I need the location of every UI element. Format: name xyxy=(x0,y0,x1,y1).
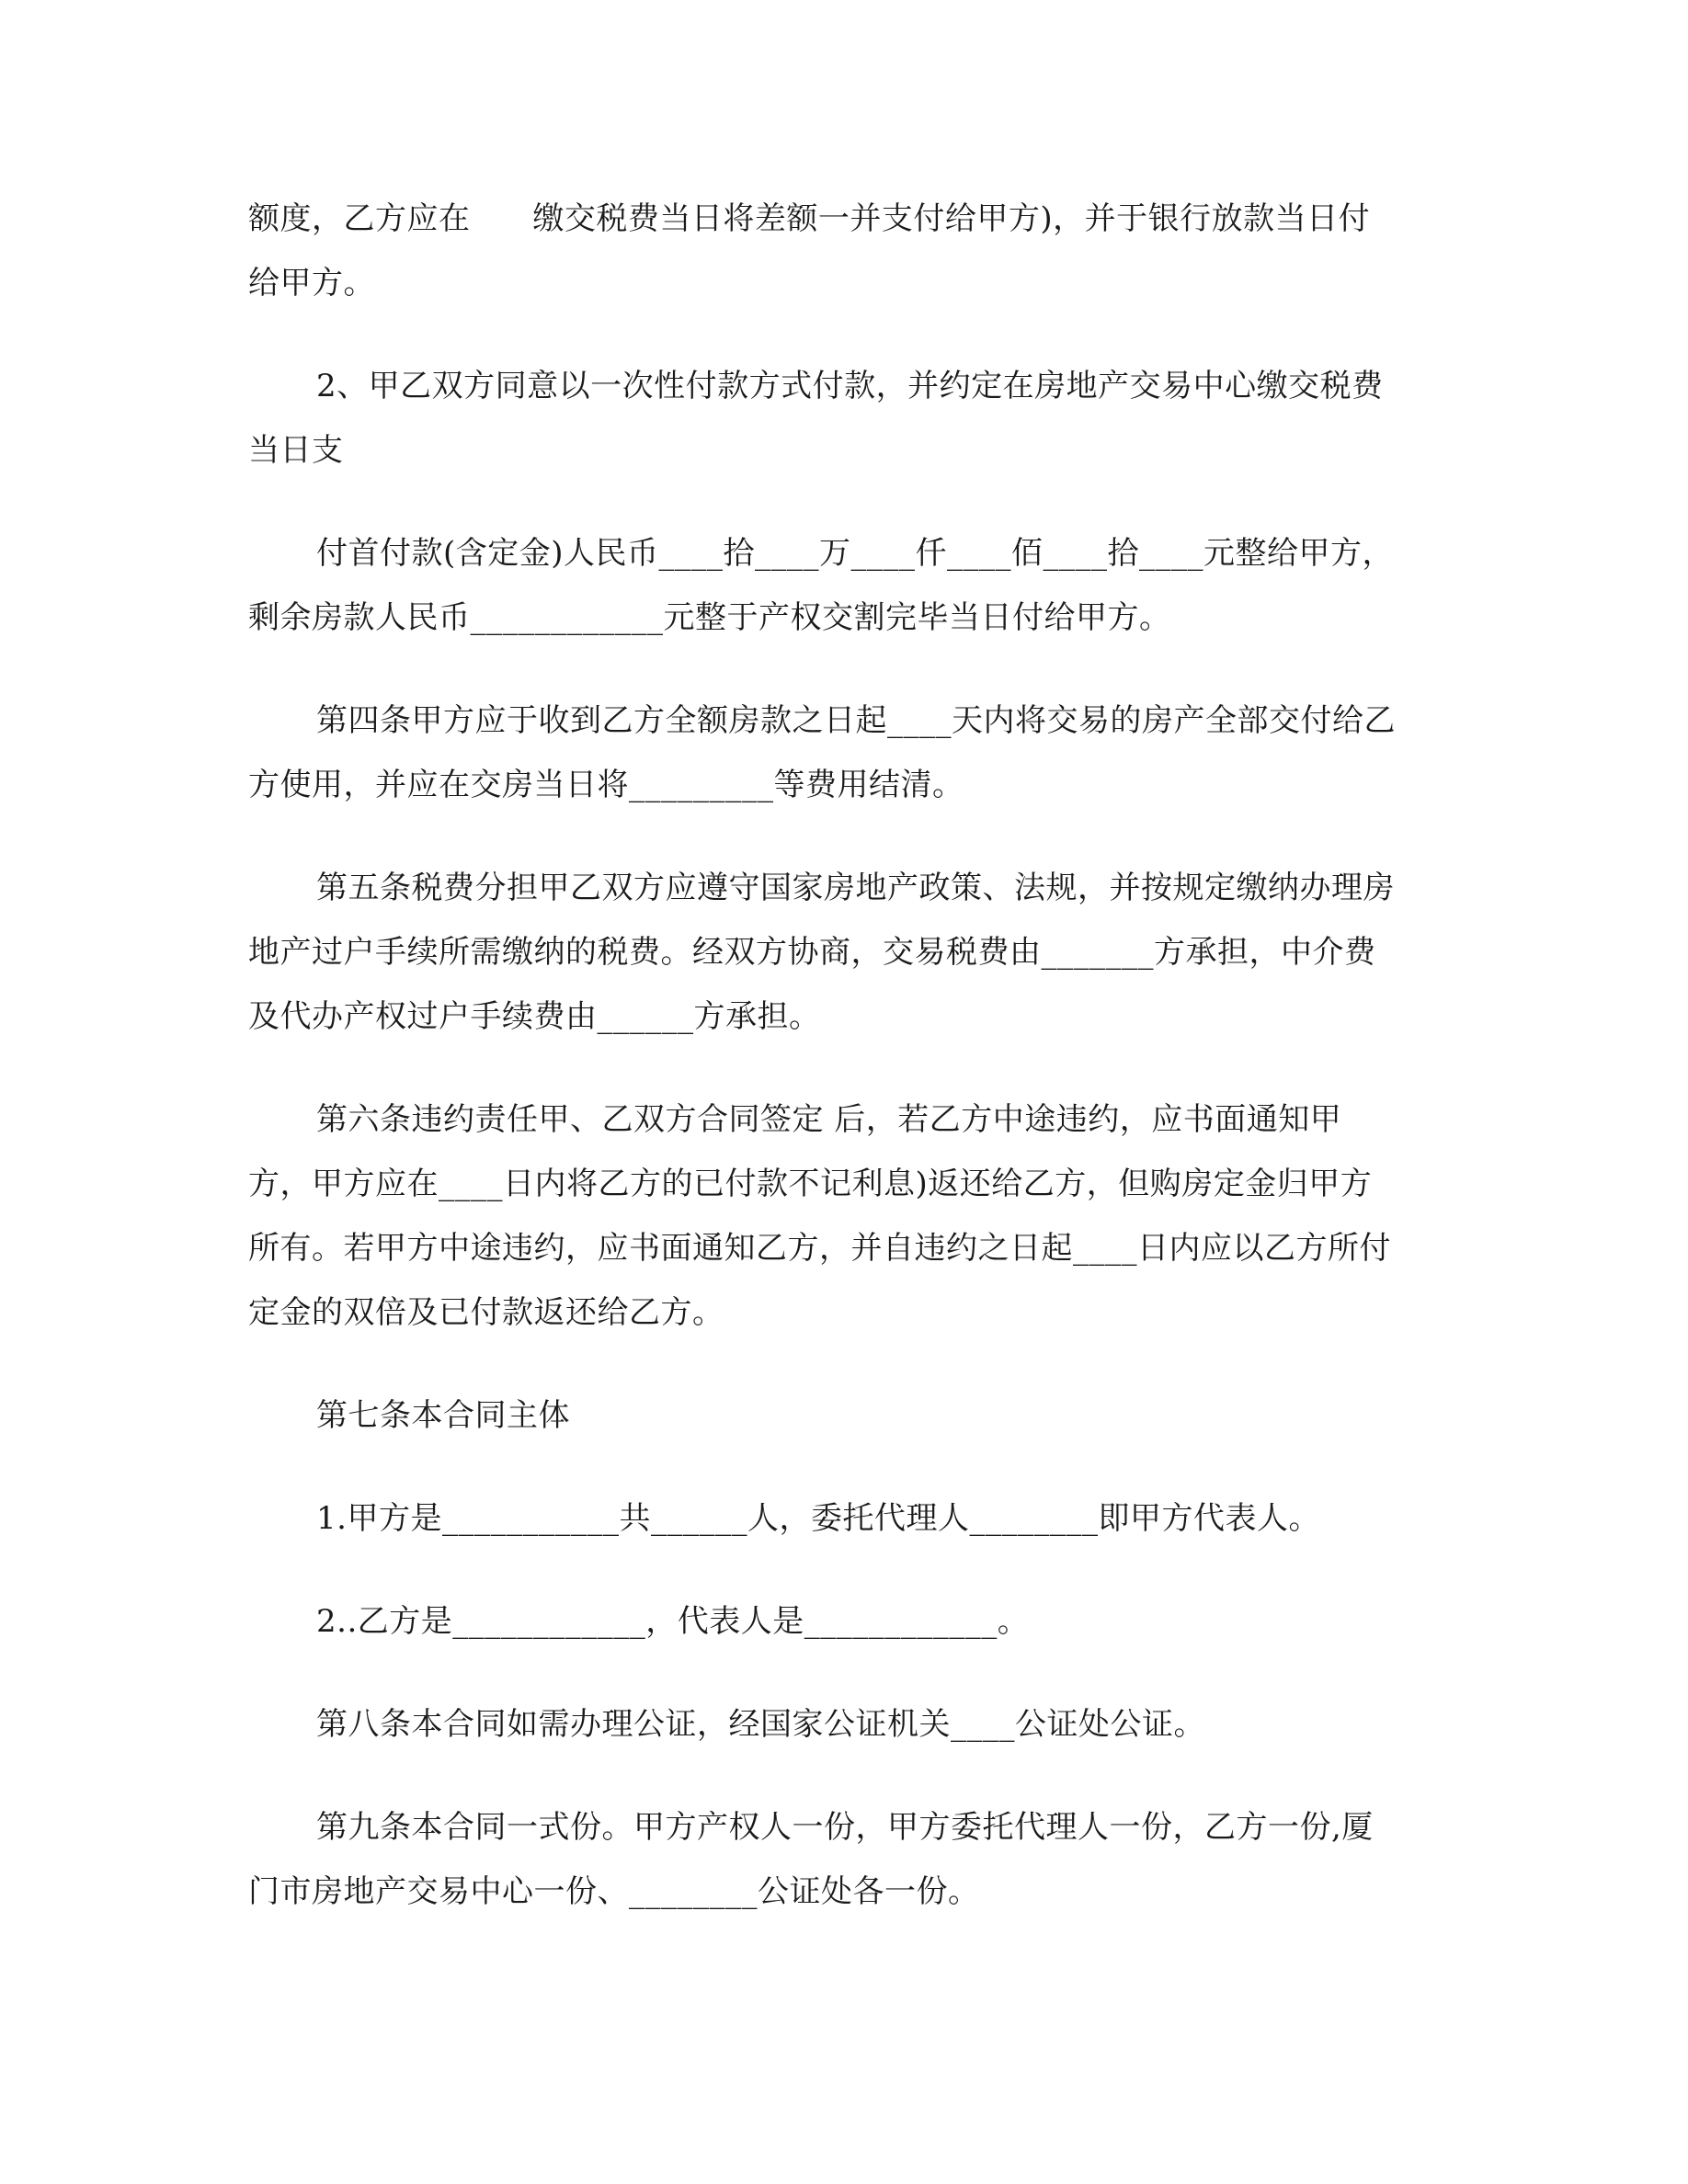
text-line-16: 第七条本合同主体 xyxy=(316,1397,570,1434)
text-line-8: 方使用，并应在交房当日将_________等费用结清。 xyxy=(248,767,964,803)
text-line-2: 给甲方。 xyxy=(248,265,375,301)
text-line-15: 定金的双倍及已付款返还给乙方。 xyxy=(248,1294,724,1331)
text-line-18: 2..乙方是____________，代表人是____________。 xyxy=(316,1603,1030,1640)
text-line-9: 第五条税费分担甲乙双方应遵守国家房地产政策、法规，并按规定缴纳办理房 xyxy=(316,870,1395,906)
text-line-14: 所有。若甲方中途违约，应书面通知乙方，并自违约之日起____日内应以乙方所付 xyxy=(248,1230,1391,1267)
text-line-13: 方，甲方应在____日内将乙方的已付款不记利息)返还给乙方，但购房定金归甲方 xyxy=(248,1166,1373,1202)
text-line-20: 第九条本合同一式份。甲方产权人一份，甲方委托代理人一份，乙方一份,厦 xyxy=(316,1809,1374,1846)
text-line-12: 第六条违约责任甲、乙双方合同签定 后，若乙方中途违约，应书面通知甲 xyxy=(316,1101,1342,1138)
text-line-19: 第八条本合同如需办理公证，经国家公证机关____公证处公证。 xyxy=(316,1706,1205,1743)
text-line-7: 第四条甲方应于收到乙方全额房款之日起____天内将交易的房产全部交付给乙 xyxy=(316,702,1396,739)
text-line-21: 门市房地产交易中心一份、________公证处各一份。 xyxy=(248,1873,980,1910)
text-line-17: 1.甲方是___________共______人，委托代理人________即甲方代表人。 xyxy=(316,1500,1320,1537)
text-line-4: 当日支 xyxy=(248,432,344,469)
text-line-11: 及代办产权过户手续费由______方承担。 xyxy=(248,998,821,1035)
text-line-3: 2、甲乙双方同意以一次性付款方式付款，并约定在房地产交易中心缴交税费 xyxy=(316,368,1384,404)
text-line-5: 付首付款(含定金)人民币____拾____万____仟____佰____拾____元整给甲方， xyxy=(316,535,1395,572)
text-line-10: 地产过户手续所需缴纳的税费。经双方协商，交易税费由_______方承担，中介费 xyxy=(248,934,1376,971)
text-line-1: 额度，乙方应在 缴交税费当日将差额一并支付给甲方)，并于银行放款当日付 xyxy=(248,200,1371,237)
text-line-6: 剩余房款人民币____________元整于产权交割完毕当日付给甲方。 xyxy=(248,599,1171,636)
